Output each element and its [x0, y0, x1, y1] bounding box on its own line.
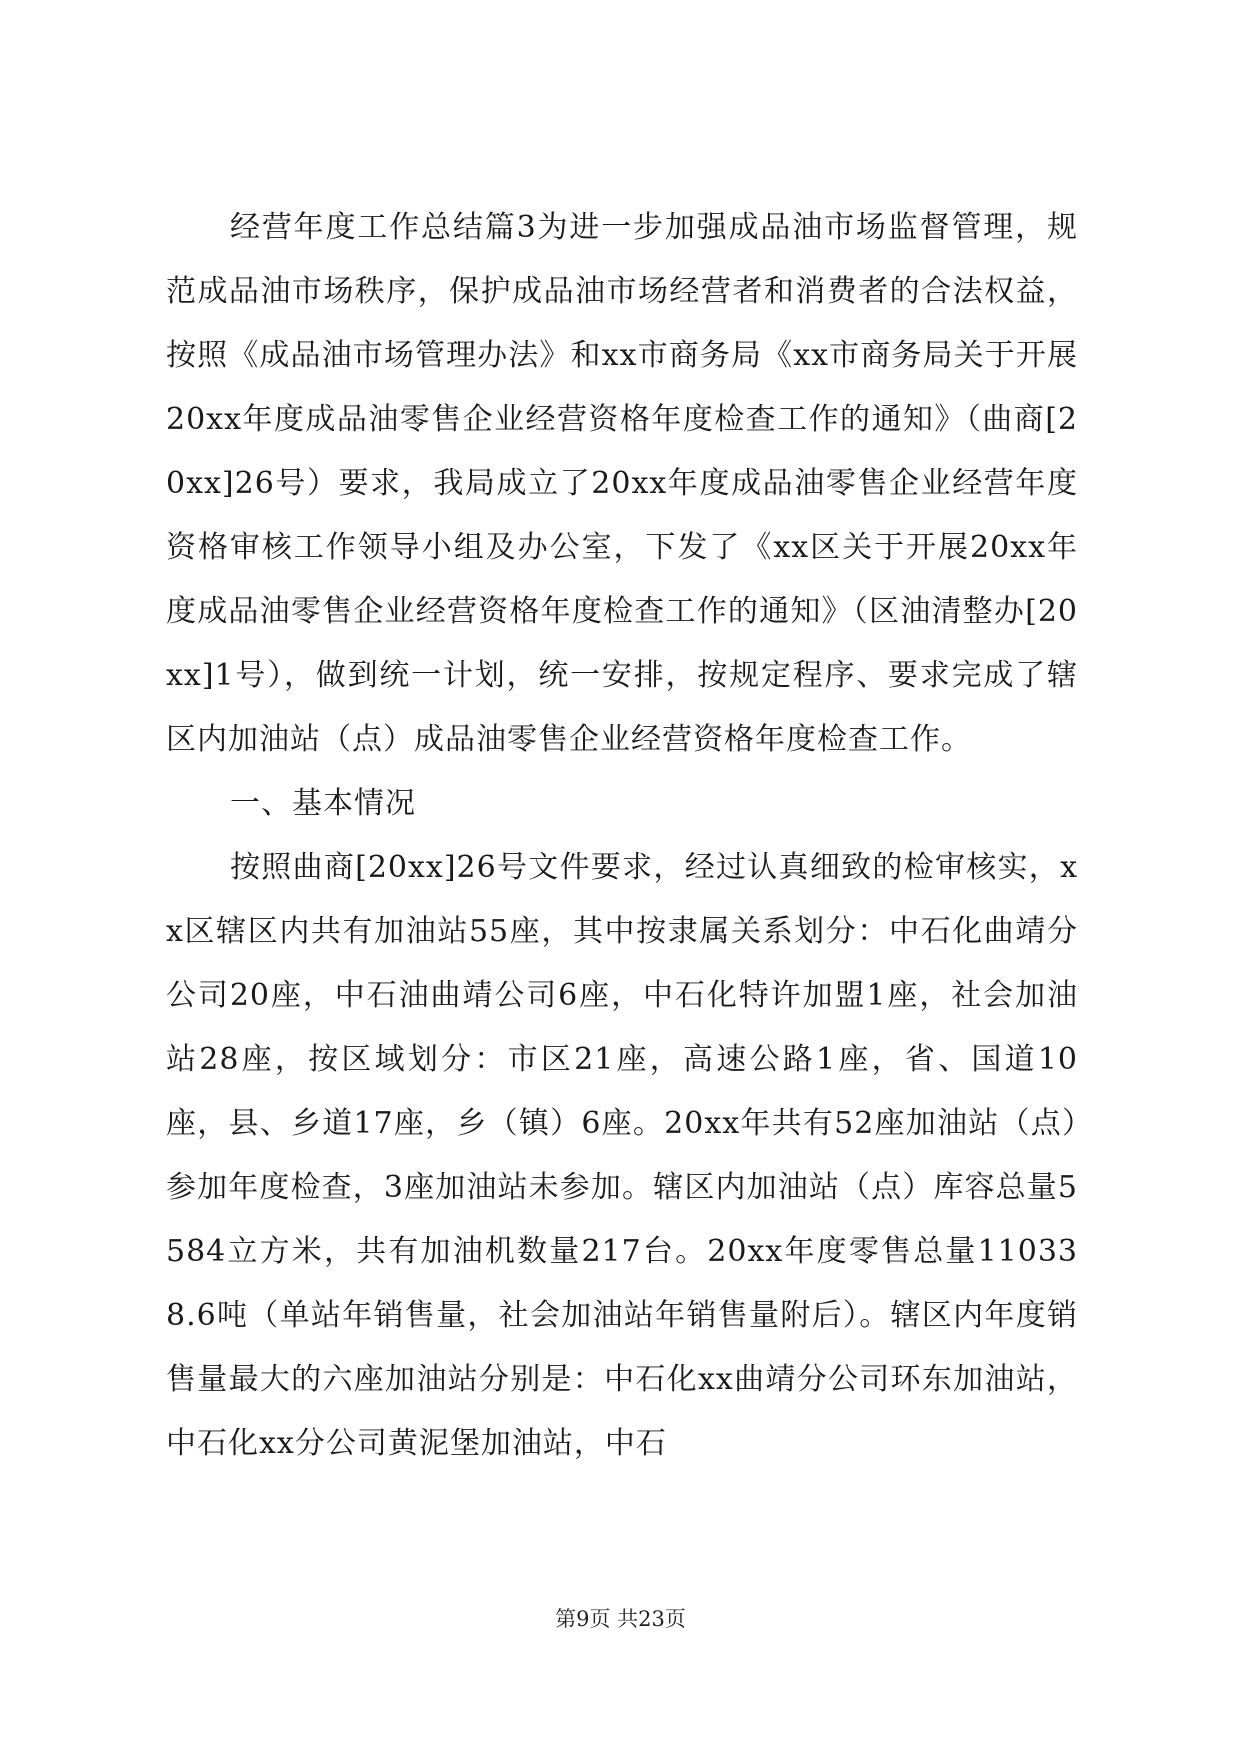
document-body	[166, 196, 1078, 1476]
page-number-footer: 第9页 共23页	[555, 1607, 686, 1631]
paragraph-intro: 经营年度工作总结篇3为进一步加强成品油市场监督管理，规范成品油市场秩序，保护成品油市场经营者和消费者的合法权益，按照《成品油市场管理办法》和xx市商务局《xx市商务局关于开展20xx年度成品油零售企业经营资格年度检查工作的通知》（曲商[20xx]26号）要求，我局成立了20xx年度成品油零售企业经营年度资格审核工作领导小组及办公室，下发了《xx区关于开展20xx年度成品油零售企业经营资格年度检查工作的通知》（区油清整办[20xx]1号），做到统一计划，统一安排，按规定程序、要求完成了辖区内加油站（点）成品油零售企业经营资格年度检查工作。	[166, 210, 1078, 757]
paragraph-basic-situation: 按照曲商[20xx]26号文件要求，经过认真细致的检审核实，xx区辖区内共有加油站55座，其中按隶属关系划分：中石化曲靖分公司20座，中石油曲靖公司6座，中石化特许加盟1座，社会加油站28座，按区域划分：市区21座，高速公路1座，省、国道10座，县、乡道17座，乡（镇）6座。20xx年共有52座加油站（点）参加年度检查，3座加油站未参加。辖区内加油站（点）库容总量5584立方米，共有加油机数量217台。20xx年度零售总量110338.6吨（单站年销售量，社会加油站年销售量附后）。辖区内年度销售量最大的六座加油站分别是：中石化xx曲靖分公司环东加油站，中石化xx分公司黄泥堡加油站，中石	[166, 850, 1078, 1461]
section-heading-basic-situation: 一、基本情况	[230, 786, 416, 821]
